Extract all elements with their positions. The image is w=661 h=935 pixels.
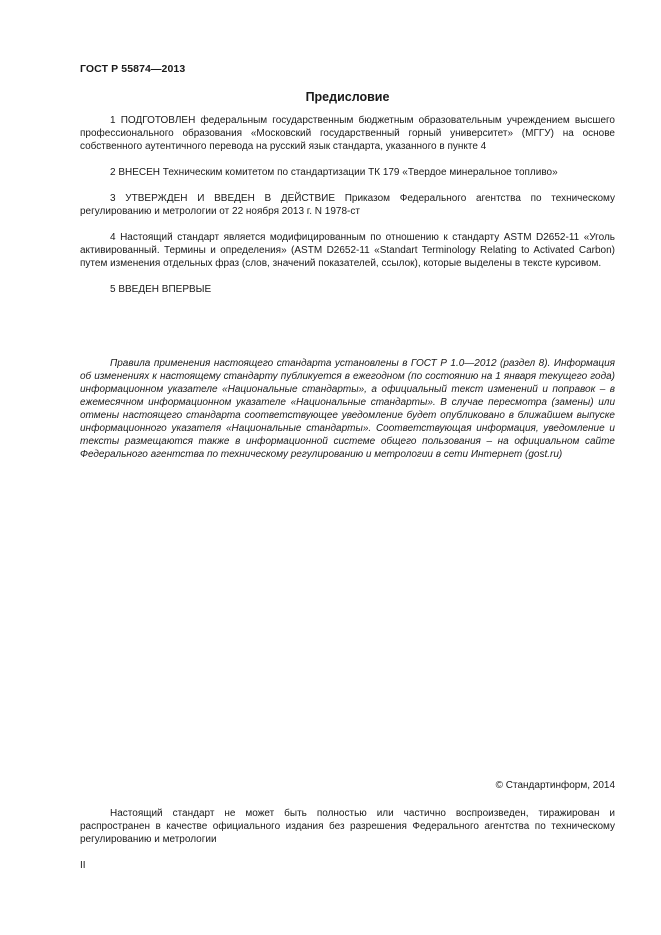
copyright-line: © Стандартинформ, 2014 (495, 780, 615, 791)
preface-title: Предисловие (305, 90, 390, 104)
standard-number: ГОСТ Р 55874—2013 (80, 63, 186, 75)
page-number: II (80, 860, 86, 871)
preface-body (80, 114, 615, 296)
preface-item-3: 3 УТВЕРЖДЕН И ВВЕДЕН В ДЕЙСТВИЕ Приказом Федерального агентства по техническому регулированию и метрологии от 22 ноября 2013 г. N 1978-ст (80, 193, 615, 217)
preface-item-1: 1 ПОДГОТОВЛЕН федеральным государственным бюджетным образовательным учреждением высшего профессионального образования «Московский государственный горный университет» (МГГУ) на основе собственного аутентичного перевода на русский язык стандарта, указанного в пункте 4 (80, 115, 615, 152)
preface-item-4: 4 Настоящий стандарт является модифицированным по отношению к стандарту ASTM D2652-11 «Уголь активированный. Термины и определения» (ASTM D2652-11 «Standart Terminology Relating to Activated Carbon) путем изменения отдельных фраз (слов, значений показателей, ссылок), которые выделены в тексте курсивом. (80, 232, 615, 269)
preface-item-5: 5 ВВЕДЕН ВПЕРВЫЕ (110, 284, 212, 295)
application-rules-note: Правила применения настоящего стандарта установлены в ГОСТ Р 1.0—2012 (раздел 8). Информация об изменениях к настоящему стандарту публикуется в ежегодном (по состоянию на 1 января текущего года) информационном указателе «Национальные стандарты», а официальный текст изменений и поправок – в ежемесячном информационном указателе «Национальные стандарты». В случае пересмотра (замены) или отмены настоящего стандарта соответствующее уведомление будет опубликовано в ближайшем выпуске информационного указателя «Национальные стандарты». Соответствующая информация, уведомление и тексты размещаются также в информационной системе общего пользования – на официальном сайте Федерального агентства по техническому регулированию и метрологии в сети Интернет (gost.ru) (80, 358, 615, 460)
rights-notice: Настоящий стандарт не может быть полностью или частично воспроизведен, тиражирован и распространен в качестве официального издания без разрешения Федерального агентства по техническому регулированию и метрологии (80, 808, 615, 845)
preface-item-2: 2 ВНЕСЕН Техническим комитетом по стандартизации ТК 179 «Твердое минеральное топливо» (110, 167, 558, 178)
